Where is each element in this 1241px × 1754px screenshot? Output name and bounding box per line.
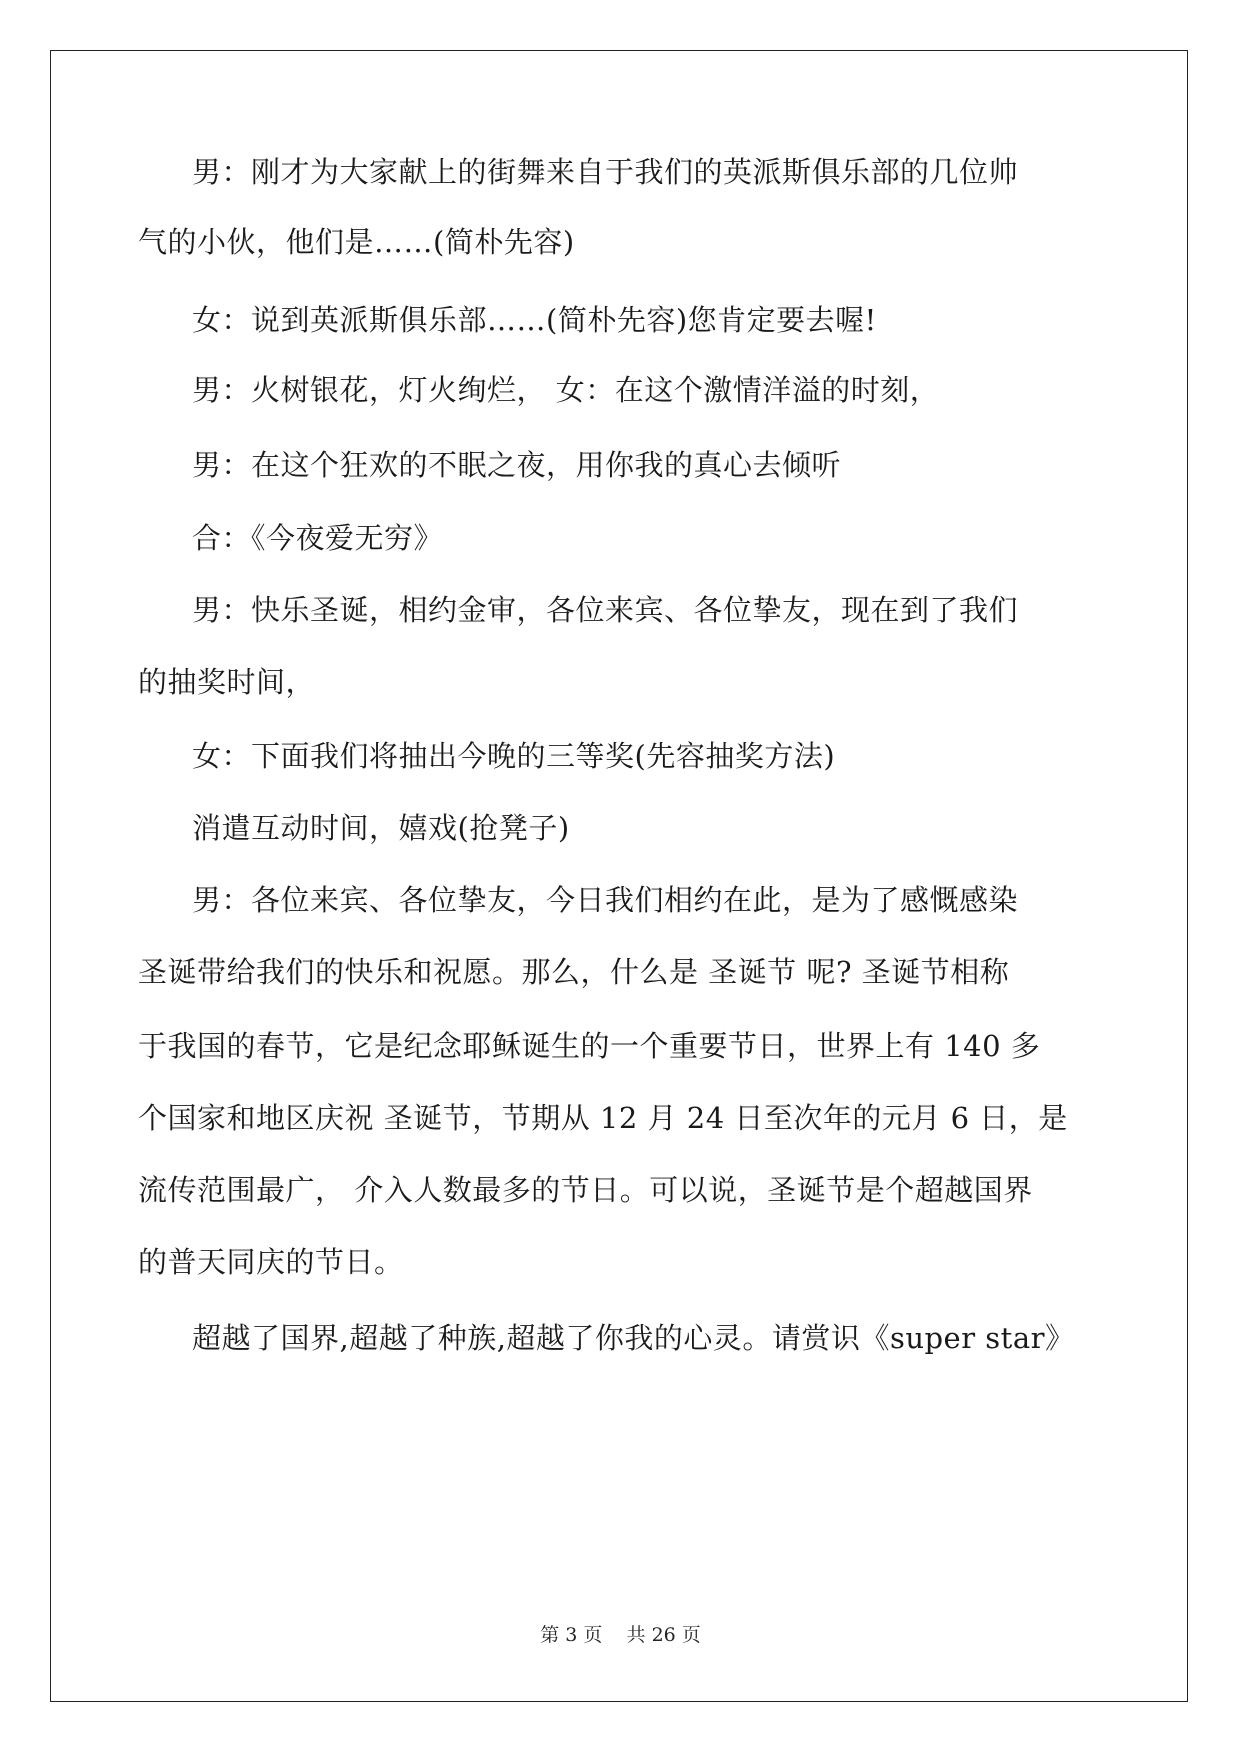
text-line: 男：各位来宾、各位挚友，今日我们相约在此，是为了感慨感染: [192, 883, 1019, 917]
text-line: 男：在这个狂欢的不眠之夜，用你我的真心去倾听: [192, 448, 842, 482]
text-line: 男：刚才为大家献上的街舞来自于我们的英派斯俱乐部的几位帅: [192, 155, 1019, 189]
text-line: 流传范围最广， 介入人数最多的节日。可以说，圣诞节是个超越国界: [138, 1173, 1033, 1207]
text-line: 个国家和地区庆祝 圣诞节，节期从 12 月 24 日至次年的元月 6 日，是: [138, 1101, 1068, 1135]
text-line: 圣诞带给我们的快乐和祝愿。那么，什么是 圣诞节 呢? 圣诞节相称: [138, 955, 1010, 989]
text-line: 合：《今夜爱无穷》: [192, 521, 444, 555]
page-number-footer: [0, 1620, 1241, 1647]
text-line: 消遣互动时间，嬉戏(抢凳子): [192, 811, 570, 845]
text-line: 女：下面我们将抽出今晚的三等奖(先容抽奖方法): [192, 739, 836, 773]
text-line: 超越了国界,超越了种族,超越了你我的心灵。请赏识《super star》: [192, 1321, 1075, 1355]
text-line: 男：快乐圣诞，相约金审，各位来宾、各位挚友，现在到了我们: [192, 593, 1019, 627]
text-line: 的抽奖时间，: [138, 665, 316, 699]
page-number-label: 第 3 页 共 26 页: [540, 1624, 701, 1646]
text-line: 气的小伙，他们是……(简朴先容): [138, 225, 575, 259]
text-line: 于我国的春节，它是纪念耶稣诞生的一个重要节日，世界上有 140 多: [138, 1029, 1041, 1063]
text-line: 男：火树银花，灯火绚烂， 女：在这个激情洋溢的时刻，: [192, 373, 940, 407]
text-line: 女：说到英派斯俱乐部……(简朴先容)您肯定要去喔!: [192, 303, 877, 337]
page-border: [50, 50, 1188, 1702]
text-line: 的普天同庆的节日。: [138, 1245, 404, 1279]
